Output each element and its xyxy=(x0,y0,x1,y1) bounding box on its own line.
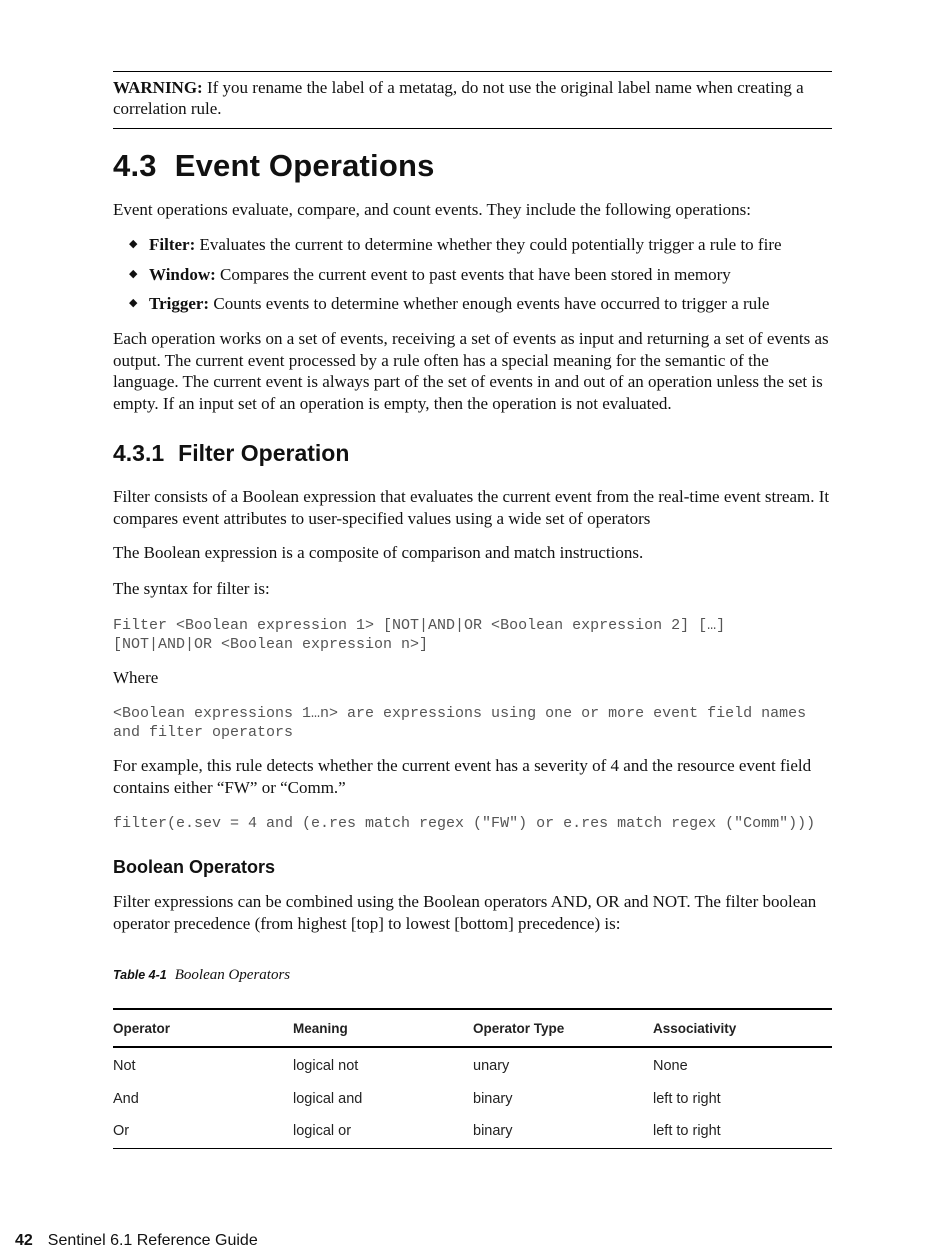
header-associativity: Associativity xyxy=(653,1020,737,1036)
page-number: 42 xyxy=(15,1232,33,1249)
table-caption xyxy=(113,965,290,985)
table-cell: None xyxy=(653,1058,688,1075)
table-caption-text: Boolean Operators xyxy=(174,967,291,983)
boolean-operators-heading: Boolean Operators xyxy=(113,857,276,877)
table-header-row xyxy=(113,1009,832,1047)
operations-paragraph: Each operation works on a set of events, receiving a set of events as input and returning a set of events as output. The current event processed by a rule often has a special meaning for the semantic of the language. The current event is always part of the set of events in and out of an operation unless the set is empty. If an input set of an operation is empty, then the operation is not evaluated. xyxy=(113,329,829,413)
filter-paragraph: Filter consists of a Boolean expression that evaluates the current event from the real-time event stream. It compares event attributes to user-specified values using a wide set of operators xyxy=(113,487,830,528)
table-row xyxy=(113,1047,832,1083)
subsection-heading xyxy=(113,438,349,468)
diamond-bullet-icon: ◆ xyxy=(129,238,138,250)
table-cell: left to right xyxy=(653,1123,721,1140)
where-label: Where xyxy=(113,668,159,687)
list-item xyxy=(113,293,782,323)
warning-box xyxy=(113,71,832,129)
subsection-title: Filter Operation xyxy=(178,440,350,466)
section-title: Event Operations xyxy=(174,148,435,183)
list-item xyxy=(113,264,782,294)
table-cell: Not xyxy=(113,1058,136,1075)
boolean-operators-paragraph: Filter expressions can be combined using the Boolean operators AND, OR and NOT. The filter boolean operator precedence (from highest [top] to lowest [bottom] precedence) is: xyxy=(113,892,817,933)
syntax-code-line-2: [NOT|AND|OR <Boolean expression n>] xyxy=(113,636,429,653)
example-paragraph: For example, this rule detects whether the current event has a severity of 4 and the resource event field contains either “FW” or “Comm.” xyxy=(113,756,812,797)
table-cell: binary xyxy=(473,1123,513,1140)
header-meaning: Meaning xyxy=(293,1020,348,1036)
list-item-term: Window: xyxy=(149,264,216,284)
section-heading xyxy=(113,146,435,186)
list-item xyxy=(113,234,782,264)
table-cell: logical not xyxy=(293,1058,359,1075)
section-intro: Event operations evaluate, compare, and count events. They include the following operations: xyxy=(113,200,751,219)
list-item-term: Trigger: xyxy=(149,294,210,313)
example-code: filter(e.sev = 4 and (e.res match regex ("FW") or e.res match regex ("Comm"))) xyxy=(113,815,816,832)
diamond-bullet-icon: ◆ xyxy=(129,267,138,280)
page-footer xyxy=(15,1230,258,1252)
table-row xyxy=(113,1083,832,1116)
boolean-operators-table xyxy=(113,1008,832,1149)
warning-text: If you rename the label of a metatag, do not use the original label name when creating a correlation rule. xyxy=(113,78,804,118)
boolean-expression-paragraph: The Boolean expression is a composite of comparison and match instructions. xyxy=(113,543,644,562)
where-code-line-1: <Boolean expressions 1…n> are expressions using one or more event field names xyxy=(113,705,807,722)
list-item-text: Evaluates the current to determine whether they could potentially trigger a rule to fire xyxy=(195,235,782,254)
table-cell: binary xyxy=(473,1090,513,1107)
table-cell: logical or xyxy=(293,1123,352,1140)
list-item-text: Counts events to determine whether enough events have occurred to trigger a rule xyxy=(209,294,770,313)
subsection-number: 4.3.1 xyxy=(113,440,165,466)
syntax-intro: The syntax for filter is: xyxy=(113,579,270,598)
section-number: 4.3 xyxy=(113,148,157,183)
table-caption-label: Table 4-1 xyxy=(113,968,167,982)
table-cell: unary xyxy=(473,1058,510,1075)
footer-title: Sentinel 6.1 Reference Guide xyxy=(47,1232,258,1249)
header-operator-type: Operator Type xyxy=(473,1020,565,1036)
diamond-bullet-icon: ◆ xyxy=(129,297,138,309)
header-operator: Operator xyxy=(113,1020,171,1036)
list-item-text: Compares the current event to past events that have been stored in memory xyxy=(215,264,731,284)
warning-label: WARNING: xyxy=(113,78,203,97)
table-row xyxy=(113,1115,832,1148)
table-cell: logical and xyxy=(293,1090,363,1107)
list-item-term: Filter: xyxy=(149,235,196,254)
table-cell: left to right xyxy=(653,1090,721,1107)
operations-list xyxy=(113,234,782,323)
syntax-code-line-1: Filter <Boolean expression 1> [NOT|AND|OR <Boolean expression 2] […] xyxy=(113,617,726,634)
where-code-line-2: and filter operators xyxy=(113,724,294,741)
table-cell: Or xyxy=(113,1123,130,1140)
table-cell: And xyxy=(113,1090,139,1107)
